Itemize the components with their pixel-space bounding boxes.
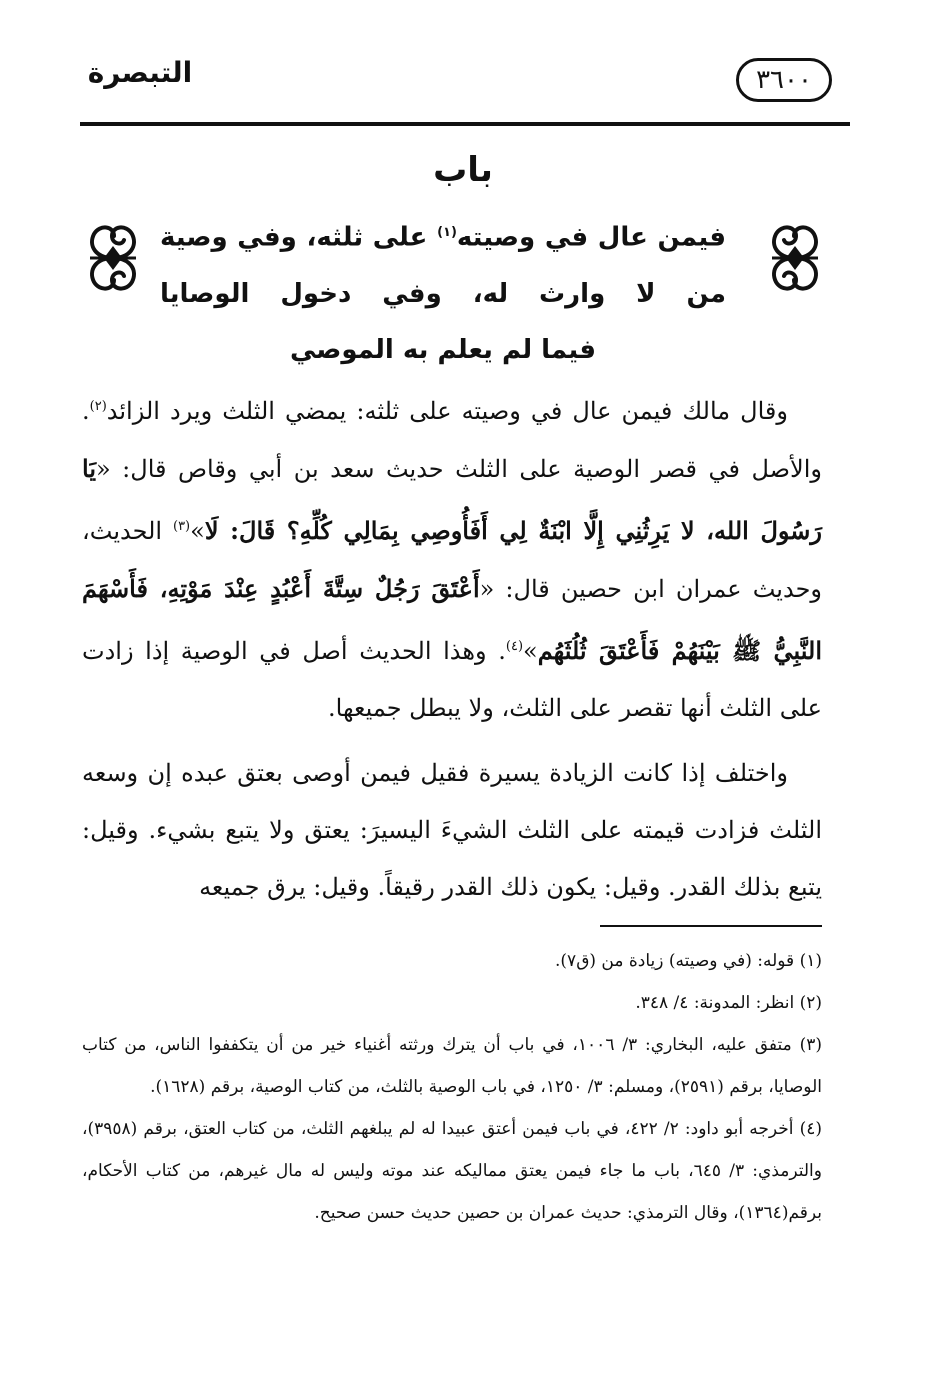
header-rule (80, 122, 850, 126)
ornament-left-icon (82, 218, 144, 298)
running-header (80, 52, 850, 128)
footnote: (٤) أخرجه أبو داود: ٢/ ٤٢٢، في باب فيمن أعتق عبيدا له لم يبلغهم الثلث، من كتاب العتق، برقم (٣٩٥٨)، والترمذي: ٣/ ٦٤٥، باب ما جاء فيمن يعتق مماليكه عند موته وليس له مال غيرهم، من كتاب الأحكام، برقم(١٣٦٤)، وقال الترمذي: حديث عمران بن حصين حديث حسن صحيح. (82, 1119, 822, 1223)
footnote-ref: (٢) (89, 399, 107, 414)
paragraph: وقال مالك فيمن عال في وصيته على ثلثه: يمضي الثلث ويرد الزائد$^{(٢)}$. والأصل في قصر الوصية على الثلث حديث سعد بن أبي وقاص قال: «يَا رَسُولَ الله، لا يَرِثُنِي إِلَّا ابْنَةٌ لِي أَفَأُوصِي بِمَالِي كُلِّهِ؟ قَالَ: لَا»$^{(٣)}$ الحديث، وحديث عمران ابن حصين قال: «أَعْتَقَ رَجُلٌ سِتَّةَ أَعْبُدٍ عِنْدَ مَوْتِهِ، فَأَسْهَمَ النَّبِيُّ ﷺ بَيْنَهُمْ فَأَعْتَقَ ثُلُثَهُم»$^{(٤)}$. وهذا الحديث أصل في الوصية إذا زادت على الثلث أنها تقصر على الثلث، ولا يبطل جميعها. (82, 397, 822, 722)
footnote: (٢) انظر: المدونة: ٤/ ٣٤٨. (635, 993, 822, 1013)
footnote-ref: (٤) (505, 639, 524, 654)
hadith-quote: يَا رَسُولَ الله، لا يَرِثُنِي إِلَّا ابْنَةٌ لِي أَفَأُوصِي بِمَالِي كُلِّهِ؟ قَالَ: لَا (82, 454, 822, 545)
page-number-badge (736, 58, 832, 102)
footnote-ref: (١) (437, 225, 457, 240)
chapter-title-line-1: فيمن عال في وصيته$^{(١)}$ على ثلثه، وفي وصية (160, 222, 726, 253)
hadith-quote: أَعْتَقَ رَجُلٌ سِتَّةَ أَعْبُدٍ عِنْدَ مَوْتِهِ، فَأَسْهَمَ النَّبِيُّ ﷺ بَيْنَهُمْ فَأَعْتَقَ ثُلُثَهُم (82, 574, 822, 665)
ornament-right-icon (764, 218, 826, 298)
chapter-title (160, 205, 726, 378)
main-text (82, 378, 822, 916)
chapter-title-line-3: فيما لم يعلم به الموصي (290, 334, 596, 365)
footnotes (82, 940, 822, 1234)
page-number: ٣٦٠٠ (756, 65, 812, 95)
chapter-heading: باب (433, 150, 493, 190)
footnote-separator (600, 925, 822, 927)
footnote-ref: (٣) (172, 519, 191, 534)
chapter-title-line-2: من لا وارث له، وفي دخول الوصايا (160, 278, 726, 309)
paragraph: واختلف إذا كانت الزيادة يسيرة فقيل فيمن أوصى بعتق عبده إن وسعه الثلث فزادت قيمته على الثلث الشيءَ اليسيرَ: يعتق ولا يتبع بشيء. وقيل: يتبع بذلك القدر. وقيل: يكون ذلك القدر رقيقاً. وقيل: يرق جميعه (82, 759, 822, 901)
footnote: (٣) متفق عليه، البخاري: ٣/ ١٠٠٦، في باب أن يترك ورثته أغنياء خير من أن يتكففوا الناس، من كتاب الوصايا، برقم (٢٥٩١)، ومسلم: ٣/ ١٢٥٠، في باب الوصية بالثلث، من كتاب الوصية، برقم (١٦٢٨). (82, 1035, 822, 1097)
footnote: (١) قوله: (في وصيته) زيادة من (ق٧). (555, 951, 822, 971)
book-title: التبصرة (87, 56, 193, 89)
